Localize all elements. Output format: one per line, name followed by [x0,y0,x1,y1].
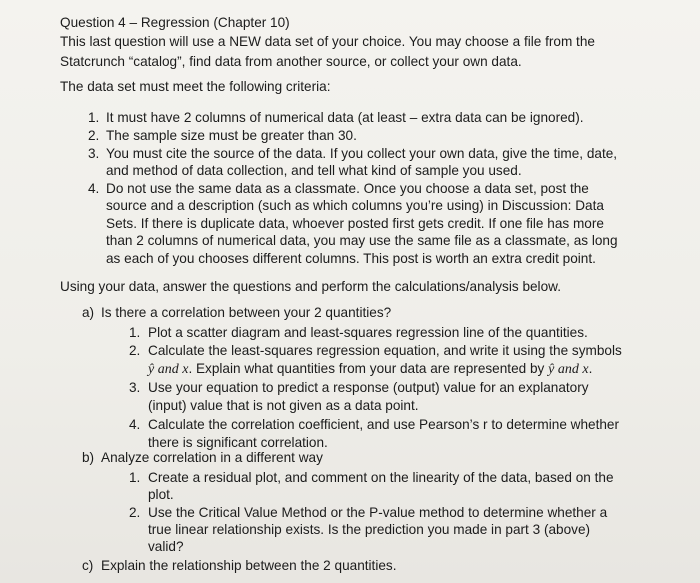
list-item-continued: source and a description (such as which columns you’re using) in Discussion: Data [106,198,604,213]
list-item-continued: true linear relationship exists. Is the prediction you made in part 3 (above) [148,522,591,537]
list-item: It must have 2 columns of numerical data (at least – extra data can be ignored). [106,110,584,125]
list-item-continued: as each of you chooses different columns. This post is worth an extra credit point. [106,251,596,266]
list-item-continued: than 2 columns of numerical data, you may use the same file as a classmate, as long [106,233,618,248]
list-item-continued: (input) value that is not given as a data point. [148,398,419,413]
list-item-continued: Sets. If there is duplicate data, whoever posted first gets credit. If one file has more [106,216,604,231]
list-item: Use the Critical Value Method or the P-value method to determine whether a [148,505,608,520]
intro-line: This last question will use a NEW data set of your choice. You may choose a file from the [60,34,595,49]
list-item: Calculate the least-squares regression equation, and write it using the symbols [148,343,622,358]
list-item-continued: ŷ and x. Explain what quantities from your data are represented by ŷ and x. [148,361,593,377]
list-item-continued: there is significant correlation. [148,435,328,450]
list-number: 4. [88,181,100,196]
list-number: 3. [88,146,100,161]
question-title: Question 4 – Regression (Chapter 10) [60,15,290,30]
part-title: Explain the relationship between the 2 quantities. [101,558,397,573]
part-label: b) [82,450,95,465]
list-item: Calculate the correlation coefficient, and use Pearson’s r to determine whether [148,417,620,432]
list-item: Plot a scatter diagram and least-squares regression line of the quantities. [148,325,588,340]
list-item-continued: valid? [148,539,184,554]
math-symbols: ŷ and x [548,362,589,377]
list-item: You must cite the source of the data. If you collect your own data, give the time, date, [106,146,618,161]
list-item: Create a residual plot, and comment on the linearity of the data, based on the [148,470,614,485]
list-item: Do not use the same data as a classmate. Once you choose a data set, post the [106,181,589,196]
criteria-heading: The data set must meet the following criteria: [60,79,331,94]
part-label: a) [82,305,95,320]
math-symbols: ŷ and x [148,362,189,377]
list-number: 4. [129,417,141,432]
list-number: 2. [129,343,141,358]
intro-line: Statcrunch “catalog”, find data from another source, or collect your own data. [60,54,522,69]
list-number: 1. [129,470,141,485]
list-number: 3. [129,380,141,395]
part-title: Analyze correlation in a different way [101,450,323,465]
list-item-continued: and method of data collection, and tell what kind of sample you used. [106,163,522,178]
part-title: Is there a correlation between your 2 quantities? [101,305,392,320]
list-item: The sample size must be greater than 30. [106,128,357,143]
list-item: Use your equation to predict a response (output) value for an explanatory [148,380,589,395]
instructions-text: Using your data, answer the questions and perform the calculations/analysis below. [60,279,561,294]
list-number: 2. [88,128,100,143]
list-number: 1. [88,110,100,125]
list-number: 1. [129,325,141,340]
list-item-continued: plot. [148,487,174,502]
part-label: c) [82,558,94,573]
list-number: 2. [129,505,141,520]
